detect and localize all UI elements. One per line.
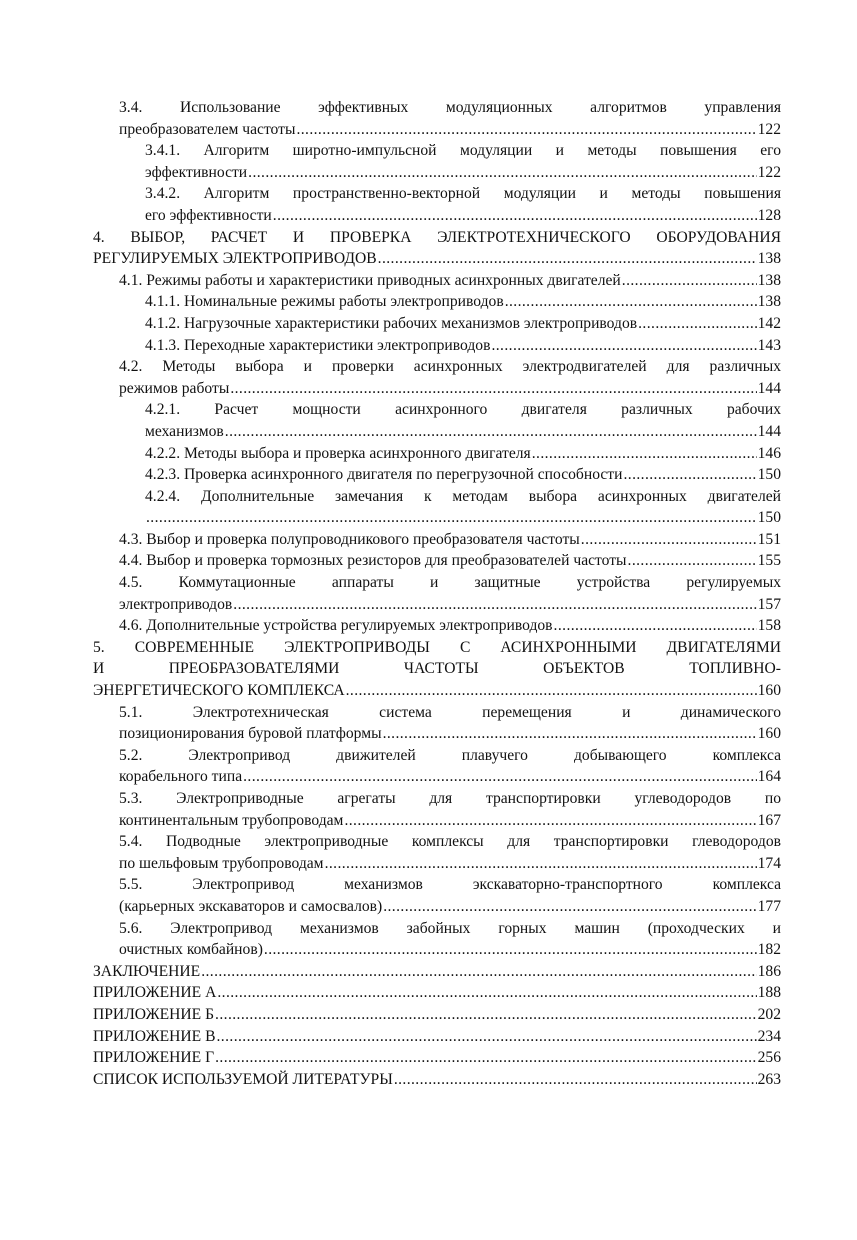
toc-entry-title: корабельного типа xyxy=(119,768,243,786)
toc-entry-last-line xyxy=(119,723,781,745)
toc-entry-text-line: 3.4.2. Алгоритм пространственно-векторной модуляции и методы повышения xyxy=(145,185,781,203)
toc-entry[interactable] xyxy=(93,1004,781,1026)
toc-entry[interactable] xyxy=(93,140,781,183)
toc-entry[interactable] xyxy=(93,1069,781,1091)
toc-page-number: 188 xyxy=(757,984,781,1002)
dot-leader xyxy=(394,1069,757,1091)
toc-entry-text-line: 5.5. Электропривод механизмов экскаваторно-транспортного комплекса xyxy=(119,876,781,894)
toc-entry-last-line xyxy=(119,378,781,400)
toc-entry-title: ЭНЕРГЕТИЧЕСКОГО КОМПЛЕКСА xyxy=(93,682,345,700)
toc-entry[interactable] xyxy=(93,356,781,399)
toc-entry-title: очистных комбайнов) xyxy=(119,941,263,959)
toc-page-number: 256 xyxy=(757,1049,781,1067)
toc-entry-title: электроприводов xyxy=(119,595,233,613)
toc-entry-title: ПРИЛОЖЕНИЕ Г xyxy=(93,1049,215,1067)
toc-entry-title: режимов работы xyxy=(119,379,230,397)
dot-leader xyxy=(146,507,757,529)
toc-entry-last-line xyxy=(93,1047,781,1069)
toc-entry-title: ЗАКЛЮЧЕНИЕ xyxy=(93,962,201,980)
toc-entry-text-line: 3.4.1. Алгоритм широтно-импульсной модуляции и методы повышения его xyxy=(145,142,781,160)
toc-entry-text-line: 4.2.1. Расчет мощности асинхронного двигателя различных рабочих xyxy=(145,401,781,419)
toc-entry-title: континентальным трубопроводам xyxy=(119,811,344,829)
toc-page-number: 142 xyxy=(757,314,781,332)
dot-leader xyxy=(532,443,757,465)
toc-entry-last-line xyxy=(145,507,781,529)
dot-leader xyxy=(628,550,757,572)
toc-page-number: 186 xyxy=(757,962,781,980)
toc-page-number: 144 xyxy=(757,422,781,440)
toc-entry[interactable] xyxy=(93,486,781,529)
toc-entry-last-line xyxy=(119,615,781,637)
toc-entry-text-line: 5.1. Электротехническая система перемещения и динамического xyxy=(119,703,781,721)
dot-leader xyxy=(201,961,756,983)
toc-entry-title: позиционирования буровой платформы xyxy=(119,725,382,743)
toc-entry[interactable] xyxy=(93,183,781,226)
toc-entry-text-line: 3.4. Использование эффективных модуляционных алгоритмов управления xyxy=(119,99,781,116)
toc-entry-last-line xyxy=(119,810,781,832)
dot-leader xyxy=(378,248,757,270)
toc-entry-last-line xyxy=(119,119,781,141)
dot-leader xyxy=(554,615,757,637)
toc-page-number: 157 xyxy=(757,595,781,613)
toc-entry-text-line: 4. ВЫБОР, РАСЧЕТ И ПРОВЕРКА ЭЛЕКТРОТЕХНИЧЕСКОГО ОБОРУДОВАНИЯ xyxy=(93,228,781,246)
toc-entry-text-line: 5.3. Электроприводные агрегаты для транспортировки углеводородов по xyxy=(119,790,781,807)
toc-entry-title: 4.2.3. Проверка асинхронного двигателя по перегрузочной способности xyxy=(145,466,623,484)
toc-entry[interactable] xyxy=(93,745,781,788)
toc-entry-title: 4.6. Дополнительные устройства регулируемых электроприводов xyxy=(119,617,553,635)
dot-leader xyxy=(623,464,756,486)
toc-entry-last-line xyxy=(119,766,781,788)
toc-entry[interactable] xyxy=(93,270,781,292)
toc-entry-last-line xyxy=(119,939,781,961)
toc-entry-text-line: 4.2.4. Дополнительные замечания к методам выбора асинхронных двигателей xyxy=(145,487,781,505)
toc-entry[interactable] xyxy=(93,291,781,313)
toc-entry-title: преобразователем частоты xyxy=(119,120,296,138)
toc-page-number: 122 xyxy=(757,120,781,138)
toc-entry-last-line xyxy=(119,529,781,551)
toc-entry[interactable] xyxy=(93,572,781,615)
toc-entry[interactable] xyxy=(93,335,781,357)
dot-leader xyxy=(383,723,757,745)
toc-entry-text-line: И ПРЕОБРАЗОВАТЕЛЯМИ ЧАСТОТЫ ОБЪЕКТОВ ТОПЛИВНО- xyxy=(93,660,781,678)
toc-page-number: 138 xyxy=(757,250,781,268)
dot-leader xyxy=(230,378,756,400)
dot-leader xyxy=(344,810,756,832)
toc-page-number: 177 xyxy=(757,897,781,915)
toc-entry-text-line: 5.6. Электропривод механизмов забойных горных машин (проходческих и xyxy=(119,919,781,937)
toc-page-number: 138 xyxy=(757,293,781,311)
dot-leader xyxy=(325,853,757,875)
toc-entry-title: РЕГУЛИРУЕМЫХ ЭЛЕКТРОПРИВОДОВ xyxy=(93,250,377,268)
toc-page-number: 202 xyxy=(757,1005,781,1023)
toc-entry-text-line: 4.5. Коммутационные аппараты и защитные устройства регулируемых xyxy=(119,574,781,592)
toc-page-number: 160 xyxy=(757,682,781,700)
toc-entry-last-line xyxy=(93,680,781,702)
toc-entry-last-line xyxy=(93,248,781,270)
toc-page-number: 138 xyxy=(757,271,781,289)
dot-leader xyxy=(225,421,757,443)
toc-page-number: 144 xyxy=(757,379,781,397)
toc-entry-last-line xyxy=(119,896,781,918)
dot-leader xyxy=(215,1004,757,1026)
toc-entry[interactable] xyxy=(93,918,781,961)
toc-page-number: 263 xyxy=(757,1070,781,1088)
dot-leader xyxy=(581,529,757,551)
dot-leader xyxy=(505,291,757,313)
toc-entry-title: 4.2.2. Методы выбора и проверка асинхронного двигателя xyxy=(145,444,531,462)
toc-entry-last-line xyxy=(145,464,781,486)
toc-entry-last-line xyxy=(145,205,781,227)
toc-entry[interactable] xyxy=(93,443,781,465)
toc-page-number: 234 xyxy=(757,1027,781,1045)
toc-entry-text-line: 5.4. Подводные электроприводные комплексы для транспортировки глеводородов xyxy=(119,833,781,851)
toc-page-number: 164 xyxy=(757,768,781,786)
toc-entry[interactable] xyxy=(93,615,781,637)
toc-entry-title: 4.3. Выбор и проверка полупроводникового преобразователя частоты xyxy=(119,530,580,548)
toc-entry[interactable] xyxy=(93,961,781,983)
toc-page-number: 182 xyxy=(757,941,781,959)
toc-entry-last-line xyxy=(145,291,781,313)
toc-page-number: 158 xyxy=(757,617,781,635)
dot-leader xyxy=(233,594,756,616)
table-of-contents xyxy=(93,97,781,1090)
dot-leader xyxy=(217,1026,757,1048)
toc-entry[interactable] xyxy=(93,227,781,270)
toc-page-number: 167 xyxy=(757,811,781,829)
toc-entry-title: 4.4. Выбор и проверка тормозных резисторов для преобразователей частоты xyxy=(119,552,627,570)
toc-entry[interactable] xyxy=(93,1047,781,1069)
dot-leader xyxy=(383,896,756,918)
toc-entry-text-line: 5. СОВРЕМЕННЫЕ ЭЛЕКТРОПРИВОДЫ С АСИНХРОННЫМИ ДВИГАТЕЛЯМИ xyxy=(93,638,781,656)
toc-page-number: 150 xyxy=(757,466,781,484)
toc-entry[interactable] xyxy=(93,97,781,140)
dot-leader xyxy=(243,766,756,788)
toc-page-number: 146 xyxy=(757,444,781,462)
dot-leader xyxy=(248,162,756,184)
toc-entry-title: 4.1.1. Номинальные режимы работы электроприводов xyxy=(145,293,504,311)
toc-entry-last-line xyxy=(93,1004,781,1026)
toc-entry-last-line xyxy=(119,550,781,572)
toc-entry[interactable] xyxy=(93,831,781,874)
toc-page-number: 143 xyxy=(757,336,781,354)
dot-leader xyxy=(346,680,757,702)
dot-leader xyxy=(264,939,757,961)
toc-entry-title: его эффективности xyxy=(145,206,272,224)
dot-leader xyxy=(638,313,756,335)
dot-leader xyxy=(215,1047,757,1069)
toc-entry[interactable] xyxy=(93,464,781,486)
toc-entry-title: СПИСОК ИСПОЛЬЗУЕМОЙ ЛИТЕРАТУРЫ xyxy=(93,1070,393,1088)
toc-entry-last-line xyxy=(145,162,781,184)
toc-entry-last-line xyxy=(119,853,781,875)
dot-leader xyxy=(217,982,756,1004)
toc-page-number: 160 xyxy=(757,725,781,743)
toc-entry-last-line xyxy=(93,982,781,1004)
toc-page-number: 155 xyxy=(757,552,781,570)
toc-entry-last-line xyxy=(119,270,781,292)
dot-leader xyxy=(491,335,756,357)
toc-entry-title: (карьерных экскаваторов и самосвалов) xyxy=(119,897,383,915)
toc-entry-title: 4.1.3. Переходные характеристики электроприводов xyxy=(145,336,491,354)
toc-entry-last-line xyxy=(93,961,781,983)
toc-entry-last-line xyxy=(145,313,781,335)
toc-page-number: 174 xyxy=(757,854,781,872)
toc-entry[interactable] xyxy=(93,1026,781,1048)
toc-entry[interactable] xyxy=(93,982,781,1004)
toc-entry-title: 4.1. Режимы работы и характеристики приводных асинхронных двигателей xyxy=(119,271,621,289)
toc-entry-last-line xyxy=(119,594,781,616)
dot-leader xyxy=(273,205,757,227)
toc-page-number: 151 xyxy=(757,530,781,548)
toc-page-number: 150 xyxy=(757,509,781,527)
toc-entry-text-line: 5.2. Электропривод движителей плавучего добывающего комплекса xyxy=(119,746,781,764)
toc-entry-last-line xyxy=(145,335,781,357)
toc-entry-last-line xyxy=(93,1026,781,1048)
toc-entry-title: 4.1.2. Нагрузочные характеристики рабочих механизмов электроприводов xyxy=(145,314,638,332)
dot-leader xyxy=(622,270,757,292)
toc-entry-last-line xyxy=(93,1069,781,1091)
toc-entry-title: ПРИЛОЖЕНИЕ В xyxy=(93,1027,216,1045)
toc-entry[interactable] xyxy=(93,529,781,551)
toc-page-number: 128 xyxy=(757,206,781,224)
dot-leader xyxy=(296,119,756,141)
toc-entry-text-line: 4.2. Методы выбора и проверки асинхронных электродвигателей для различных xyxy=(119,358,781,376)
toc-entry[interactable] xyxy=(93,550,781,572)
toc-entry-title: эффективности xyxy=(145,163,248,181)
toc-entry-title: механизмов xyxy=(145,422,224,440)
toc-entry[interactable] xyxy=(93,313,781,335)
toc-entry-title: ПРИЛОЖЕНИЕ А xyxy=(93,984,217,1002)
toc-entry-title: по шельфовым трубопроводам xyxy=(119,854,324,872)
toc-entry[interactable] xyxy=(93,702,781,745)
toc-entry[interactable] xyxy=(93,399,781,442)
toc-entry-title: ПРИЛОЖЕНИЕ Б xyxy=(93,1005,215,1023)
toc-entry[interactable] xyxy=(93,874,781,917)
toc-entry-last-line xyxy=(145,421,781,443)
toc-entry-last-line xyxy=(145,443,781,465)
toc-entry[interactable] xyxy=(93,788,781,831)
toc-entry[interactable] xyxy=(93,637,781,702)
toc-page-number: 122 xyxy=(757,163,781,181)
